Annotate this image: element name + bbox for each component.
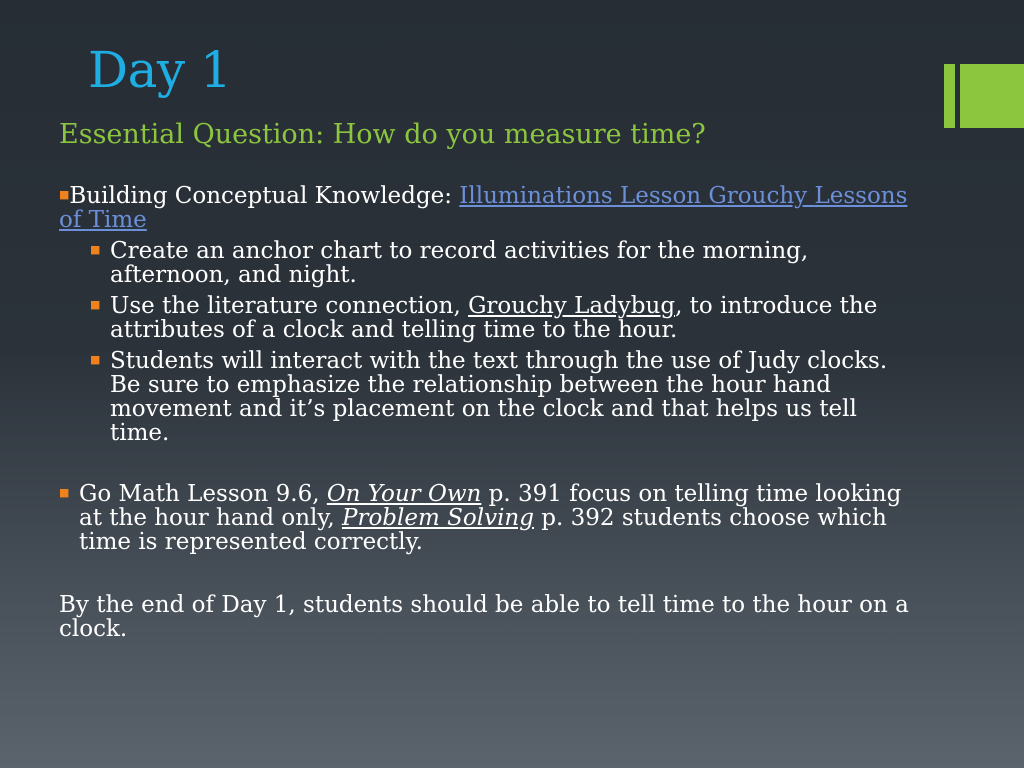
essential-question: Essential Question: How do you measure time?	[59, 119, 706, 150]
slide-body	[59, 183, 919, 641]
bullet-text-post: p. 392 students choose which time is represented correctly.	[79, 505, 887, 555]
slide-title: Day 1	[88, 41, 232, 99]
problem-solving-ref: Problem Solving	[341, 505, 534, 531]
sub-bullet-text-post: , to introduce the attributes of a clock and telling time to the hour.	[110, 293, 878, 343]
book-title: Grouchy Ladybug	[468, 293, 676, 319]
bullet-text-pre: Go Math Lesson 9.6,	[79, 481, 327, 507]
bullet-conceptual-knowledge	[59, 183, 919, 232]
sub-bullet-text-pre: Use the literature connection,	[110, 293, 469, 319]
on-your-own-ref: On Your Own	[326, 481, 482, 507]
square-bullet-icon: ■	[90, 298, 101, 311]
bullet-prefix: Building Conceptual Knowledge:	[69, 183, 460, 209]
sub-bullet-text: Students will interact with the text through the use of Judy clocks. Be sure to emphasize the relationship between the hour hand movement and it’s placement on the clock and that helps us tell time.	[110, 348, 888, 446]
sub-bullet-judy-clocks	[59, 348, 919, 445]
square-bullet-icon: ■	[90, 243, 101, 256]
sub-bullet-literature	[59, 293, 919, 342]
closing-statement: By the end of Day 1, students should be able to tell time to the hour on a clock.	[59, 592, 909, 642]
square-bullet-icon: ■	[59, 486, 70, 499]
square-bullet-icon: ■	[59, 188, 70, 201]
illuminations-lesson-link[interactable]: Illuminations Lesson Grouchy Lessons of Time	[59, 183, 908, 233]
bullet-text-mid: p. 391 focus on telling time looking at the hour hand only,	[79, 481, 902, 531]
accent-bar-thin	[944, 64, 955, 128]
accent-bar-wide	[960, 64, 1024, 128]
square-bullet-icon: ■	[90, 353, 101, 366]
bullet-go-math	[59, 481, 919, 554]
sub-bullet-anchor-chart	[59, 238, 919, 287]
sub-bullet-text: Create an anchor chart to record activities for the morning, afternoon, and night.	[110, 238, 809, 288]
